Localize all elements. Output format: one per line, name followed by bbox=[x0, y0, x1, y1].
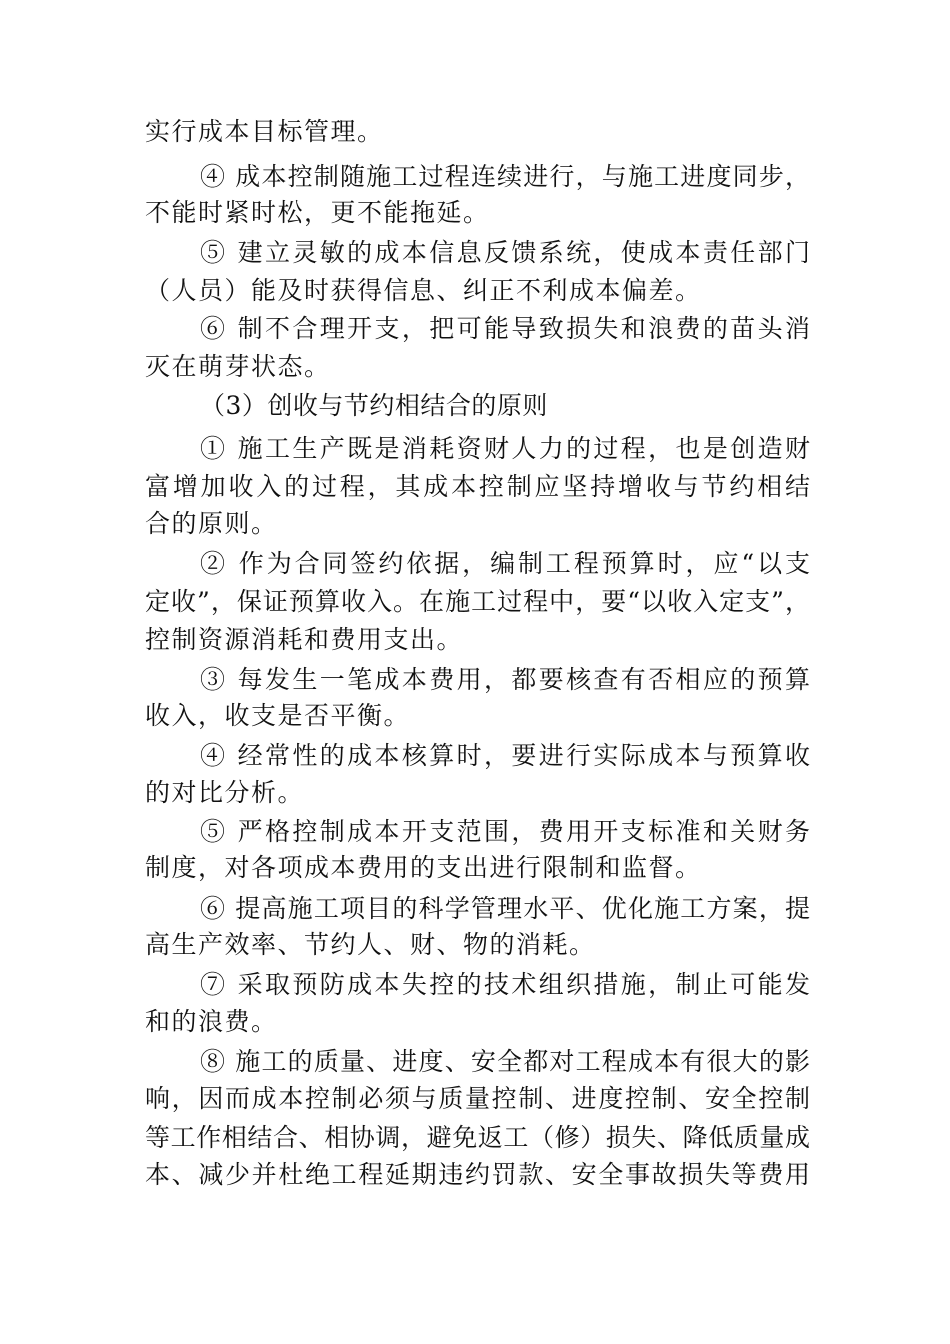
text-line: 制度，对各项成本费用的支出进行限制和监督。 bbox=[145, 853, 702, 882]
text-line: 灭在萌芽状态。 bbox=[145, 352, 331, 381]
text-line: 高生产效率、节约人、财、物的消耗。 bbox=[145, 930, 596, 959]
text-line: 富增加收入的过程，其成本控制应坚持增收与节约相结 bbox=[145, 472, 810, 501]
text-line: ⑧ 施工的质量、进度、安全都对工程成本有很大的影 bbox=[200, 1047, 810, 1076]
text-line: ⑦ 采取预防成本失控的技术组织措施，制止可能发 bbox=[200, 970, 810, 999]
text-line: 控制资源消耗和费用支出。 bbox=[145, 625, 464, 654]
text-line: 响，因而成本控制必须与质量控制、进度控制、安全控制 bbox=[145, 1084, 810, 1113]
text-line: ③ 每发生一笔成本费用，都要核查有否相应的预算 bbox=[200, 665, 810, 694]
text-line: 收入，收支是否平衡。 bbox=[145, 701, 411, 730]
text-line: 和的浪费。 bbox=[145, 1007, 278, 1036]
text-line: 不能时紧时松，更不能拖延。 bbox=[145, 198, 490, 227]
text-line: ⑥ 提高施工项目的科学管理水平、优化施工方案，提 bbox=[200, 894, 810, 923]
text-line: ① 施工生产既是消耗资财人力的过程，也是创造财 bbox=[200, 434, 810, 463]
text-line: ④ 经常性的成本核算时，要进行实际成本与预算收 bbox=[200, 741, 810, 770]
text-line: ④ 成本控制随施工过程连续进行，与施工进度同步， bbox=[200, 162, 810, 191]
text-line: 的对比分析。 bbox=[145, 778, 305, 807]
text-line: ⑤ 严格控制成本开支范围，费用开支标准和关财务 bbox=[200, 817, 810, 846]
text-line: 实行成本目标管理。 bbox=[145, 117, 384, 146]
text-line: （人员）能及时获得信息、纠正不利成本偏差。 bbox=[145, 276, 702, 305]
text-line: 合的原则。 bbox=[145, 509, 278, 538]
text-line: 定收”，保证预算收入。在施工过程中，要“以收入定支”， bbox=[145, 587, 810, 616]
text-line: 等工作相结合、相协调，避免返工（修）损失、降低质量成 bbox=[145, 1123, 810, 1152]
text-line: ⑥ 制不合理开支，把可能导致损失和浪费的苗头消 bbox=[200, 314, 810, 343]
text-line: 本、减少并杜绝工程延期违约罚款、安全事故损失等费用 bbox=[145, 1160, 810, 1189]
text-line: ⑤ 建立灵敏的成本信息反馈系统，使成本责任部门 bbox=[200, 238, 810, 267]
section-heading: （3）创收与节约相结合的原则 bbox=[200, 391, 548, 420]
text-line: ② 作为合同签约依据，编制工程预算时，应“以支 bbox=[200, 549, 810, 578]
